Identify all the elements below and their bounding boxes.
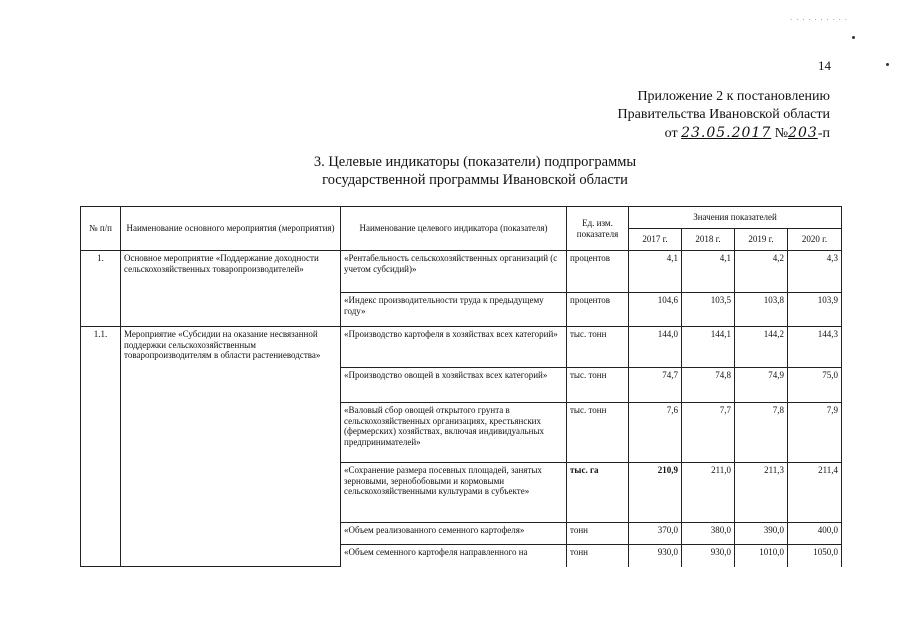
unit-cell: тыс. тонн xyxy=(567,327,629,368)
value-cell: 930,0 xyxy=(682,545,735,567)
value-cell: 7,6 xyxy=(629,403,682,463)
unit-cell: тонн xyxy=(567,545,629,567)
number-prefix: № xyxy=(774,126,789,141)
header-indicator: Наименование целевого индикатора (показателя) xyxy=(341,207,567,251)
indicator-cell: «Производство овощей в хозяйствах всех категорий» xyxy=(341,368,567,403)
unit-cell: тыс. тонн xyxy=(567,403,629,463)
value-cell: 7,7 xyxy=(682,403,735,463)
value-cell: 400,0 xyxy=(788,523,842,545)
value-cell: 4,2 xyxy=(735,251,788,293)
value-cell: 144,0 xyxy=(629,327,682,368)
number-suffix: -п xyxy=(817,126,830,141)
value-cell: 75,0 xyxy=(788,368,842,403)
indicator-cell: «Объем семенного картофеля направленного на xyxy=(341,545,567,567)
title-line-2: государственной программы Ивановской области xyxy=(322,172,628,188)
scan-dot xyxy=(852,36,855,39)
handwritten-date: 23.05.2017 xyxy=(681,125,772,141)
indicator-cell: «Рентабельность сельскохозяйственных организаций (с учетом субсидий)» xyxy=(341,251,567,293)
value-cell: 74,9 xyxy=(735,368,788,403)
header-year: 2017 г. xyxy=(629,229,682,251)
appendix-date-line xyxy=(618,124,830,143)
indicator-cell: «Сохранение размера посевных площадей, занятых зерновыми, зернобобовыми и кормовыми сельскохозяйственными культурами в субъекте» xyxy=(341,463,567,523)
appendix-header xyxy=(618,88,830,143)
handwritten-number: 203 xyxy=(788,125,818,141)
row-num: 1.1. xyxy=(81,327,121,567)
value-cell: 4,1 xyxy=(682,251,735,293)
row-num: 1. xyxy=(81,251,121,327)
value-cell: 211,3 xyxy=(735,463,788,523)
value-cell: 104,6 xyxy=(629,293,682,327)
value-cell: 211,4 xyxy=(788,463,842,523)
value-cell: 7,8 xyxy=(735,403,788,463)
page-title xyxy=(240,153,710,189)
header-year: 2020 г. xyxy=(788,229,842,251)
value-cell: 4,3 xyxy=(788,251,842,293)
unit-cell: тыс. тонн xyxy=(567,368,629,403)
value-cell: 930,0 xyxy=(629,545,682,567)
unit-cell: тыс. га xyxy=(567,463,629,523)
unit-cell: процентов xyxy=(567,293,629,327)
value-cell: 144,3 xyxy=(788,327,842,368)
activity-cell: Основное мероприятие «Поддержание доходности сельскохозяйственных товаропроизводителей» xyxy=(121,251,341,327)
header-num: № п/п xyxy=(81,207,121,251)
value-cell: 211,0 xyxy=(682,463,735,523)
indicator-cell: «Производство картофеля в хозяйствах всех категорий» xyxy=(341,327,567,368)
appendix-line-2: Правительства Ивановской области xyxy=(617,107,830,122)
value-cell: 380,0 xyxy=(682,523,735,545)
unit-cell: тонн xyxy=(567,523,629,545)
scan-specks: · · · · · · · · · · xyxy=(790,16,849,24)
value-cell: 103,8 xyxy=(735,293,788,327)
page-number: 14 xyxy=(818,58,831,73)
activity-cell: Мероприятие «Субсидии на оказание несвязанной поддержки сельскохозяйственным товаропроизводителям в области растениеводства» xyxy=(121,327,341,567)
value-cell: 7,9 xyxy=(788,403,842,463)
table-row xyxy=(81,251,842,293)
table-row xyxy=(81,327,842,368)
header-unit: Ед. изм. показателя xyxy=(567,207,629,251)
indicator-cell: «Объем реализованного семенного картофеля» xyxy=(341,523,567,545)
indicator-cell: «Индекс производительности труда к предыдущему году» xyxy=(341,293,567,327)
header-values: Значения показателей xyxy=(629,207,842,229)
header-year: 2019 г. xyxy=(735,229,788,251)
value-cell: 74,7 xyxy=(629,368,682,403)
value-cell: 1050,0 xyxy=(788,545,842,567)
date-prefix: от xyxy=(664,126,678,141)
indicators-table xyxy=(80,206,842,567)
header-year: 2018 г. xyxy=(682,229,735,251)
header-activity: Наименование основного мероприятия (мероприятия) xyxy=(121,207,341,251)
value-cell: 1010,0 xyxy=(735,545,788,567)
appendix-line-1: Приложение 2 к постановлению xyxy=(637,89,830,104)
value-cell: 74,8 xyxy=(682,368,735,403)
value-cell: 144,1 xyxy=(682,327,735,368)
scan-dot xyxy=(886,63,889,66)
value-cell: 4,1 xyxy=(629,251,682,293)
indicator-cell: «Валовый сбор овощей открытого грунта в сельскохозяйственных организациях, крестьянских (фермерских) хозяйствах, включая индивидуальных предпринимателей» xyxy=(341,403,567,463)
value-cell: 210,9 xyxy=(629,463,682,523)
value-cell: 390,0 xyxy=(735,523,788,545)
value-cell: 103,5 xyxy=(682,293,735,327)
value-cell: 144,2 xyxy=(735,327,788,368)
value-cell: 370,0 xyxy=(629,523,682,545)
value-cell: 103,9 xyxy=(788,293,842,327)
unit-cell: процентов xyxy=(567,251,629,293)
title-line-1: 3. Целевые индикаторы (показатели) подпрограммы xyxy=(313,154,637,170)
